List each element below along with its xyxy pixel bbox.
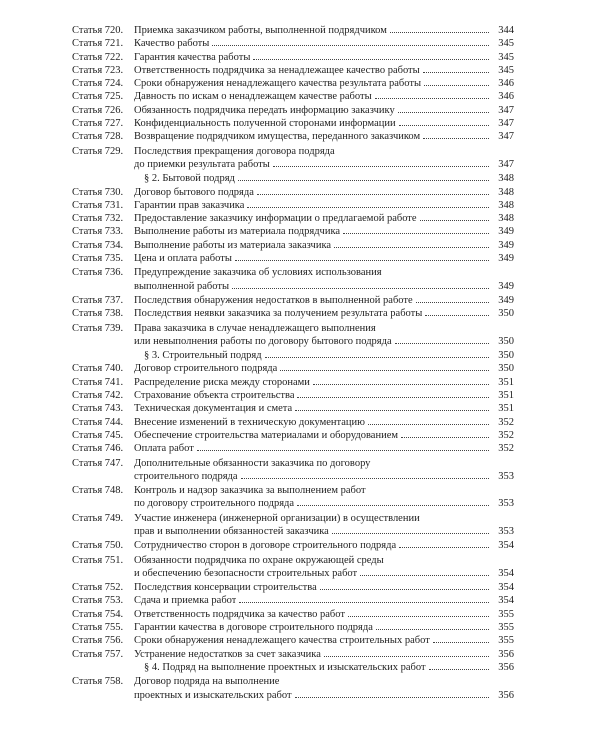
toc-entry-title: Выполнение работы из материала подрядчика bbox=[134, 226, 341, 238]
toc-entry bbox=[72, 294, 514, 307]
toc-entry bbox=[72, 442, 514, 455]
dot-leader bbox=[241, 478, 489, 479]
toc-entry-title: Распределение риска между сторонами bbox=[134, 376, 310, 388]
dot-leader bbox=[280, 370, 489, 371]
dot-leader bbox=[295, 410, 489, 411]
toc-page-number: 352 bbox=[498, 429, 514, 441]
toc-entry bbox=[72, 322, 514, 349]
toc-page-number: 349 bbox=[498, 253, 514, 265]
toc-page-number: 350 bbox=[498, 363, 514, 375]
dot-leader bbox=[376, 629, 489, 630]
toc-entry-title: по договору строительного подряда bbox=[134, 498, 295, 510]
toc-entry-title: Сотрудничество сторон в договоре строительного подряда bbox=[134, 540, 397, 552]
toc-entry-title: Договор строительного подряда bbox=[134, 363, 278, 375]
dot-leader bbox=[433, 642, 489, 643]
toc-entry bbox=[72, 634, 514, 647]
toc-entry-label: Статья 725. bbox=[72, 91, 124, 103]
toc-entry-title: и обеспечению безопасности строительных работ bbox=[134, 567, 358, 579]
toc-entry-label: Статья 727. bbox=[72, 118, 124, 130]
toc-entry-title: Внесение изменений в техническую документацию bbox=[134, 416, 365, 428]
toc-entry-label: Статья 743. bbox=[72, 403, 124, 415]
toc-entry-label: Статья 723. bbox=[72, 64, 124, 76]
toc-entry-label: Статья 752. bbox=[72, 582, 124, 594]
toc-entry-label: Статья 745. bbox=[72, 429, 124, 441]
toc-entry-title: Сдача и приемка работ bbox=[134, 595, 237, 607]
dot-leader bbox=[425, 315, 489, 316]
toc-entry bbox=[72, 362, 514, 375]
toc-entry-title: до приемки результата работы bbox=[134, 158, 270, 170]
toc-entry bbox=[72, 212, 514, 225]
dot-leader bbox=[295, 697, 489, 698]
dot-leader bbox=[420, 220, 489, 221]
toc-entry-label: Статья 721. bbox=[72, 38, 124, 50]
toc-entry-title: Устранение недостатков за счет заказчика bbox=[134, 648, 321, 660]
dot-leader bbox=[332, 533, 489, 534]
dot-leader bbox=[313, 384, 489, 385]
toc-entry-title: выполненной работы bbox=[134, 280, 230, 292]
toc-entry-label: Статья 738. bbox=[72, 308, 124, 320]
dot-leader bbox=[239, 602, 489, 603]
toc-entry-label: Статья 740. bbox=[72, 363, 124, 375]
dot-leader bbox=[398, 112, 489, 113]
toc-entry-label: Статья 736. bbox=[72, 267, 124, 279]
dot-leader bbox=[399, 547, 489, 548]
toc-entry-title: Возвращение подрядчиком имущества, переданного заказчиком bbox=[134, 131, 421, 143]
dot-leader bbox=[375, 98, 489, 99]
toc-entry bbox=[72, 239, 514, 252]
toc-entry bbox=[72, 581, 514, 594]
toc-entry-label: Статья 758. bbox=[72, 676, 124, 688]
dot-leader bbox=[395, 343, 489, 344]
toc-entry-title: Оплата работ bbox=[134, 443, 194, 455]
toc-page-number: 354 bbox=[498, 582, 514, 594]
toc-entry bbox=[72, 77, 514, 90]
toc-entry-title: Качество работы bbox=[134, 38, 210, 50]
toc-entry-title: Сроки обнаружения ненадлежащего качества строительных работ bbox=[134, 635, 430, 647]
dot-leader bbox=[334, 247, 489, 248]
toc-page-number: 349 bbox=[498, 280, 514, 292]
toc-entry-title: прав и выполнении обязанностей заказчика bbox=[134, 525, 329, 537]
toc-entry-title: Обязанность подрядчика передать информацию заказчику bbox=[134, 104, 395, 116]
toc-entry-title-line: Участие инженера (инженерной организации) в осуществлении bbox=[134, 512, 420, 524]
dot-leader bbox=[232, 288, 489, 289]
toc-entry-title-line: Договор подряда на выполнение bbox=[134, 676, 280, 688]
toc-entry-label: Статья 733. bbox=[72, 226, 124, 238]
toc-entry-title: Гарантия качества работы bbox=[134, 51, 251, 63]
dot-leader bbox=[297, 397, 489, 398]
toc-entry bbox=[72, 402, 514, 415]
toc-entry-title: проектных и изыскательских работ bbox=[134, 689, 292, 701]
toc-entry-label: Статья 726. bbox=[72, 104, 124, 116]
dot-leader bbox=[401, 437, 489, 438]
dot-leader bbox=[247, 207, 489, 208]
toc-entry-title: Страхование объекта строительства bbox=[134, 390, 295, 402]
toc-entry-title: Давность по искам о ненадлежащем качестве работы bbox=[134, 91, 372, 103]
toc-page-number: 352 bbox=[498, 443, 514, 455]
toc-entry-title: § 4. Подряд на выполнение проектных и изыскательских работ bbox=[144, 661, 426, 673]
toc-entry-label: Статья 720. bbox=[72, 25, 124, 36]
toc-entry-label: Статья 748. bbox=[72, 485, 124, 497]
toc-entry-label: Статья 742. bbox=[72, 390, 124, 402]
toc-entry-label: Статья 746. bbox=[72, 443, 124, 455]
toc-page-number: 351 bbox=[498, 403, 514, 415]
toc-entry-title: Техническая документация и смета bbox=[134, 403, 293, 415]
toc-entry bbox=[72, 145, 514, 172]
dot-leader bbox=[320, 589, 489, 590]
toc-entry-label: Статья 731. bbox=[72, 199, 124, 211]
dot-leader bbox=[197, 450, 489, 451]
toc-entry bbox=[72, 512, 514, 539]
toc-entry-label: Статья 739. bbox=[72, 322, 124, 334]
toc-page-number: 346 bbox=[498, 78, 514, 90]
toc-entry bbox=[72, 199, 514, 212]
toc-page-number: 348 bbox=[498, 186, 514, 198]
toc-page-number: 354 bbox=[498, 567, 514, 579]
dot-leader bbox=[360, 575, 489, 576]
toc-entry bbox=[72, 24, 514, 37]
toc-entry-title-line: Контроль и надзор заказчика за выполнением работ bbox=[134, 485, 366, 497]
toc-entry bbox=[72, 117, 514, 130]
toc-entry-title: Последствия неявки заказчика за получением результата работы bbox=[134, 308, 423, 320]
toc-entry-label: Статья 753. bbox=[72, 595, 124, 607]
toc-entry-title-line: Последствия прекращения договора подряда bbox=[134, 145, 335, 157]
toc-entry bbox=[72, 457, 514, 484]
dot-leader bbox=[324, 656, 489, 657]
toc-entry bbox=[72, 266, 514, 293]
toc-entry bbox=[72, 539, 514, 552]
toc-entry-label: Статья 729. bbox=[72, 145, 124, 157]
toc-entry-title: Последствия обнаружения недостатков в выполненной работе bbox=[134, 294, 413, 306]
dot-leader bbox=[399, 125, 489, 126]
toc-entry-title-line: Права заказчика в случае ненадлежащего выполнения bbox=[134, 322, 376, 334]
toc-section-heading bbox=[72, 172, 514, 185]
toc-page-number: 354 bbox=[498, 595, 514, 607]
toc-entry-title: § 3. Строительный подряд bbox=[144, 350, 262, 362]
toc-entry bbox=[72, 252, 514, 265]
toc-page-number: 352 bbox=[498, 416, 514, 428]
toc-entry bbox=[72, 64, 514, 77]
toc-page-number: 347 bbox=[498, 118, 514, 130]
toc-entry bbox=[72, 608, 514, 621]
toc-page-number: 351 bbox=[498, 376, 514, 388]
toc-entry bbox=[72, 90, 514, 103]
toc-page-number: 344 bbox=[498, 25, 514, 36]
toc-entry-title-line: Обязанности подрядчика по охране окружающей среды bbox=[134, 554, 384, 566]
toc-page-number: 353 bbox=[498, 525, 514, 537]
toc-entry-title: Договор бытового подряда bbox=[134, 186, 254, 198]
toc-page-number: 349 bbox=[498, 226, 514, 238]
toc-entry-title-line: Предупреждение заказчика об условиях использования bbox=[134, 267, 382, 279]
toc-entry bbox=[72, 104, 514, 117]
toc-entry bbox=[72, 389, 514, 402]
toc-entry-title: Ответственность подрядчика за качество работ bbox=[134, 608, 345, 620]
toc-entry bbox=[72, 594, 514, 607]
dot-leader bbox=[265, 357, 489, 358]
toc-page-number: 347 bbox=[498, 104, 514, 116]
dot-leader bbox=[212, 45, 489, 46]
toc-entry bbox=[72, 51, 514, 64]
toc-entry-title: Цена и оплата работы bbox=[134, 253, 232, 265]
toc-entry-title: Приемка заказчиком работы, выполненной подрядчиком bbox=[134, 25, 387, 36]
toc-section-heading bbox=[72, 661, 514, 674]
toc-entry-label: Статья 732. bbox=[72, 213, 124, 225]
dot-leader bbox=[257, 194, 489, 195]
toc-entry-title-line: Дополнительные обязанности заказчика по договору bbox=[134, 457, 371, 469]
toc-page-number: 345 bbox=[498, 38, 514, 50]
toc-page-number: 350 bbox=[498, 350, 514, 362]
toc-entry-label: Статья 730. bbox=[72, 186, 124, 198]
dot-leader bbox=[423, 72, 489, 73]
toc-page-number: 348 bbox=[498, 199, 514, 211]
toc-entry-title: Выполнение работы из материала заказчика bbox=[134, 239, 332, 251]
toc-entry-title: Сроки обнаружения ненадлежащего качества результата работы bbox=[134, 78, 422, 90]
toc-entry-label: Статья 749. bbox=[72, 512, 124, 524]
toc-entry bbox=[72, 307, 514, 320]
dot-leader bbox=[429, 669, 489, 670]
dot-leader bbox=[343, 233, 489, 234]
toc-page-number: 349 bbox=[498, 294, 514, 306]
toc-page-number: 353 bbox=[498, 498, 514, 510]
toc-page-number: 345 bbox=[498, 51, 514, 63]
dot-leader bbox=[253, 59, 489, 60]
toc-entry-label: Статья 747. bbox=[72, 457, 124, 469]
toc-page-number: 350 bbox=[498, 308, 514, 320]
toc-entry bbox=[72, 225, 514, 238]
toc-entry-label: Статья 734. bbox=[72, 239, 124, 251]
toc-page-number: 351 bbox=[498, 390, 514, 402]
toc-entry bbox=[72, 554, 514, 581]
toc-entry-label: Статья 751. bbox=[72, 554, 124, 566]
table-of-contents bbox=[72, 24, 514, 702]
toc-entry-label: Статья 744. bbox=[72, 416, 124, 428]
toc-entry-title: Обеспечение строительства материалами и оборудованием bbox=[134, 429, 399, 441]
toc-entry bbox=[72, 416, 514, 429]
toc-page-number: 345 bbox=[498, 64, 514, 76]
toc-entry-label: Статья 755. bbox=[72, 622, 124, 634]
toc-entry-title: § 2. Бытовой подряд bbox=[144, 173, 235, 185]
toc-entry-label: Статья 757. bbox=[72, 648, 124, 660]
toc-entry bbox=[72, 186, 514, 199]
toc-entry-title: Последствия консервации строительства bbox=[134, 582, 317, 594]
toc-entry bbox=[72, 484, 514, 511]
dot-leader bbox=[424, 85, 489, 86]
toc-entry-title: Гарантии прав заказчика bbox=[134, 199, 245, 211]
dot-leader bbox=[297, 505, 489, 506]
toc-entry-label: Статья 722. bbox=[72, 51, 124, 63]
toc-page-number: 350 bbox=[498, 335, 514, 347]
toc-page-number: 355 bbox=[498, 608, 514, 620]
toc-page-number: 347 bbox=[498, 158, 514, 170]
toc-page-number: 356 bbox=[498, 661, 514, 673]
toc-entry bbox=[72, 130, 514, 143]
dot-leader bbox=[273, 166, 489, 167]
toc-entry-label: Статья 728. bbox=[72, 131, 124, 143]
toc-entry-label: Статья 735. bbox=[72, 253, 124, 265]
toc-section-heading bbox=[72, 349, 514, 362]
toc-page-number: 346 bbox=[498, 91, 514, 103]
toc-page-number: 348 bbox=[498, 173, 514, 185]
toc-page-number: 356 bbox=[498, 648, 514, 660]
toc-entry bbox=[72, 37, 514, 50]
toc-page-number: 347 bbox=[498, 131, 514, 143]
toc-entry-label: Статья 724. bbox=[72, 78, 124, 90]
toc-entry-title: строительного подряда bbox=[134, 470, 238, 482]
toc-entry-label: Статья 756. bbox=[72, 635, 124, 647]
toc-page-number: 355 bbox=[498, 635, 514, 647]
toc-page-number: 356 bbox=[498, 689, 514, 701]
toc-page-number: 353 bbox=[498, 470, 514, 482]
toc-entry-title: Конфиденциальность полученной сторонами информации bbox=[134, 118, 396, 130]
toc-entry bbox=[72, 648, 514, 661]
dot-leader bbox=[390, 32, 489, 33]
dot-leader bbox=[368, 424, 489, 425]
toc-entry-title: Предоставление заказчику информации о предлагаемой работе bbox=[134, 213, 417, 225]
dot-leader bbox=[238, 180, 489, 181]
toc-entry bbox=[72, 429, 514, 442]
toc-entry bbox=[72, 621, 514, 634]
toc-entry-label: Статья 750. bbox=[72, 540, 124, 552]
toc-entry-title: Ответственность подрядчика за ненадлежащее качество работы bbox=[134, 64, 420, 76]
dot-leader bbox=[423, 138, 489, 139]
toc-entry bbox=[72, 675, 514, 702]
dot-leader bbox=[416, 302, 489, 303]
toc-entry-title: или невыполнения работы по договору бытового подряда bbox=[134, 335, 392, 347]
toc-entry-label: Статья 741. bbox=[72, 376, 124, 388]
dot-leader bbox=[348, 616, 489, 617]
toc-page-number: 349 bbox=[498, 239, 514, 251]
toc-entry-label: Статья 754. bbox=[72, 608, 124, 620]
toc-entry bbox=[72, 376, 514, 389]
toc-entry-title: Гарантии качества в договоре строительного подряда bbox=[134, 622, 373, 634]
toc-page-number: 354 bbox=[498, 540, 514, 552]
toc-page-number: 355 bbox=[498, 622, 514, 634]
toc-page-number: 348 bbox=[498, 213, 514, 225]
toc-entry-label: Статья 737. bbox=[72, 294, 124, 306]
dot-leader bbox=[235, 260, 489, 261]
